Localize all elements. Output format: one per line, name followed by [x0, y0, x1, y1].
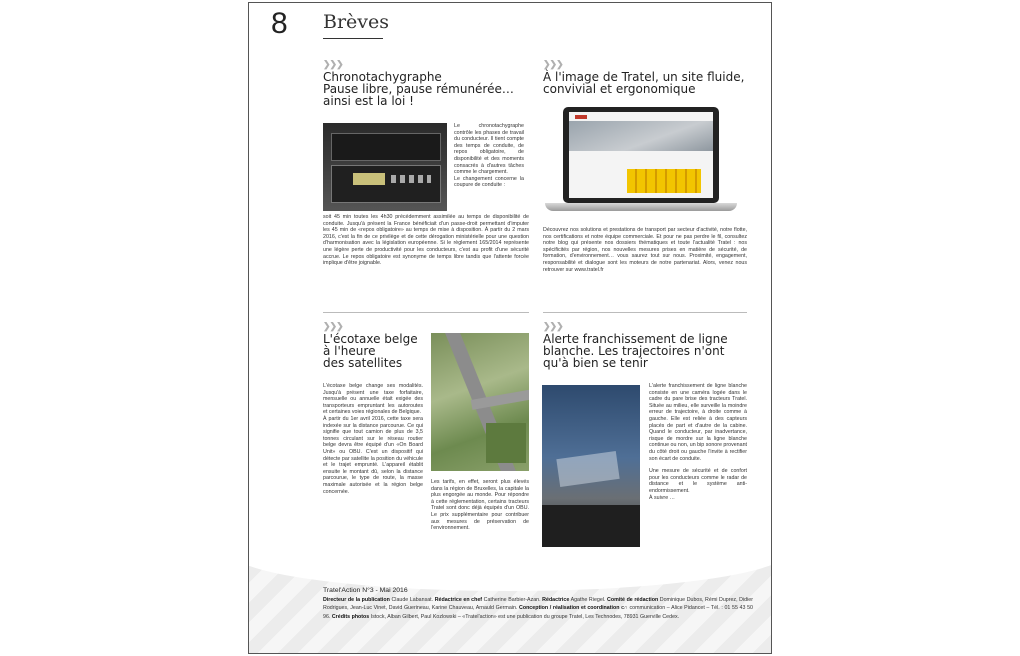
ecotaxe-body-left: L'écotaxe belge change ses modalités. Jusqu'à présent une taxe forfaitaire, mensuelle ou annuelle était exigée des transporteurs empruntant les autoroutes et certaines voies régionales de Belgique. À partir du 1er avril 2016, cette taxe sera indexée sur la distance parcourue. Ce qui signifie que tout camion de plus de 3,5 tonnes circulant sur le réseau routier belge devra être équipé d'un «On Board Unit» ou OBU. C'est un dispositif qui détecte par satellite la position du véhicule et le trajet emprunté. L'appareil établit ensuite le montant dû, selon la distance parcourue, le type de route, la masse maximale autorisée et la région belge concernée. — [323, 383, 423, 495]
headline-line: Alerte franchissement de ligne — [543, 332, 728, 346]
chevron-icon: ❯❯❯ — [543, 321, 563, 331]
laptop-website-photo — [545, 107, 737, 215]
tratel-body: Découvrez nos solutions et prestations de transport par secteur d'activité, notre flotte, nos certifications et notre équipe commerciale. Et pour ne pas perdre le fil, consultez notre blog qui présente nos dossiers thématiques et toute l'actualité Tratel : nos spécificités par région, nos nouvelles mesures prises en matière de sécurité, de formation, d'environnement… vous saurez tout sur nous. Proximité, engagement, responsabilité et dialogue sont les moteurs de notre partenariat. Alors, venez nous retrouver sur www.tratel.fr — [543, 227, 747, 273]
section-title: Brèves — [323, 11, 390, 33]
headline-line: À l'image de Tratel, un site fluide, — [543, 70, 745, 84]
headline-tratel — [543, 71, 744, 95]
headline-ecotaxe — [323, 333, 418, 369]
magazine-page — [248, 2, 772, 654]
truck-cab-camera-photo — [542, 385, 640, 547]
headline-line: Chronotachygraphe — [323, 70, 442, 84]
alerte-body: L'alerte franchissement de ligne blanche consiste en une caméra logée dans le cadre du pare brise des tracteurs Tratel. Située au milieu, elle surveille la moindre erreur de trajectoire, à droite comme à gauche. Elle est reliée à des capteurs placés de part et d'autre de la cabine. Quand le conducteur, par inadvertance, risque de mordre sur la ligne blanche continue ou non, un bip sonore provenant du côté droit ou gauche l'invite à rectifier son écart de conduite. Une mesure de sécurité et de confort pour les conducteurs comme le radar de distance et le système anti-endormissement. À suivre … — [649, 383, 747, 501]
headline-line: ainsi est la loi ! — [323, 94, 414, 108]
chevron-icon: ❯❯❯ — [543, 59, 563, 69]
highway-aerial-photo — [431, 333, 529, 471]
tachograph-photo — [323, 123, 447, 211]
headline-line: à l'heure — [323, 344, 376, 358]
headline-alerte — [543, 333, 728, 369]
chevron-icon: ❯❯❯ — [323, 59, 343, 69]
tacho-side-text: Le chronotachygraphe contrôle les phases de travail du conducteur. Il tient compte des temps de conduite, de repos obligatoire, de disponibilité et des moments consacrés à d'autres tâches comme le chargement. Le changement concerne la coupure de conduite : — [454, 123, 524, 189]
headline-line: blanche. Les trajectoires n'ont — [543, 344, 725, 358]
headline-tacho — [323, 71, 514, 107]
headline-line: L'écotaxe belge — [323, 332, 418, 346]
section-rule — [323, 38, 383, 39]
footer-credits: Directeur de la publication Claude Labansat. Rédactrice en chef Catherine Barbier-Azan. Rédactrice Agathe Riegel. Comité de rédaction Dominique Dubos, Rémi Duprez, Didier Rodrigues, Jean-Luc Vinet, David Guerineau, Karine Chauveau, Arnauld Germain. Conception / réalisation et coordination c∩ communication – Alice Pidancet – Tél. : 01 55 43 50 96. Crédits photos Istock, Alban Gilbert, Paul Kozlowski – «Tratel'action» est une publication du groupe Tratel, Les Technodes, 78931 Guerville Cedex. — [323, 597, 753, 620]
tacho-body: soit 45 min toutes les 4h30 précédemment assimilée au temps de disponibilité de conduite. Jusqu'à présent la France bénéficiait d'un passe-droit permettant d'imputer les 45 min de «repos obligatoire» au temps de mise à disposition. À partir du 2 mars 2016, c'est la fin de ce privilège et de cette dérogation ministérielle pour une question d'harmonisation avec la législation européenne. Si le règlement 165/2014 représente une légère perte de productivité pour les conducteurs, c'est au profit d'une sécurité accrue. Le repos obligatoire est synonyme de temps libre tandis que l'attente forcée implique d'être joignable. — [323, 214, 529, 267]
agency-logo-icon: c∩ — [621, 605, 628, 612]
headline-line: Pause libre, pause rémunérée… — [323, 82, 514, 96]
divider — [323, 312, 529, 313]
divider — [543, 312, 747, 313]
headline-line: des satellites — [323, 356, 403, 370]
chevron-icon: ❯❯❯ — [323, 321, 343, 331]
footer-title: Tratel'Action N°3 - Mai 2016 — [323, 587, 408, 594]
ecotaxe-body-right: Les tarifs, en effet, seront plus élevés dans la région de Bruxelles, la capitale la plus engorgée au monde. Pour répondre à cette réglementation, certains tracteurs Tratel sont donc déjà équipés d'un OBU. Le prix supplémentaire pour contribuer aux mesures de préservation de l'environnement. — [431, 479, 529, 532]
headline-line: qu'à bien se tenir — [543, 356, 648, 370]
headline-line: convivial et ergonomique — [543, 82, 696, 96]
page-number: 8 — [271, 7, 288, 40]
